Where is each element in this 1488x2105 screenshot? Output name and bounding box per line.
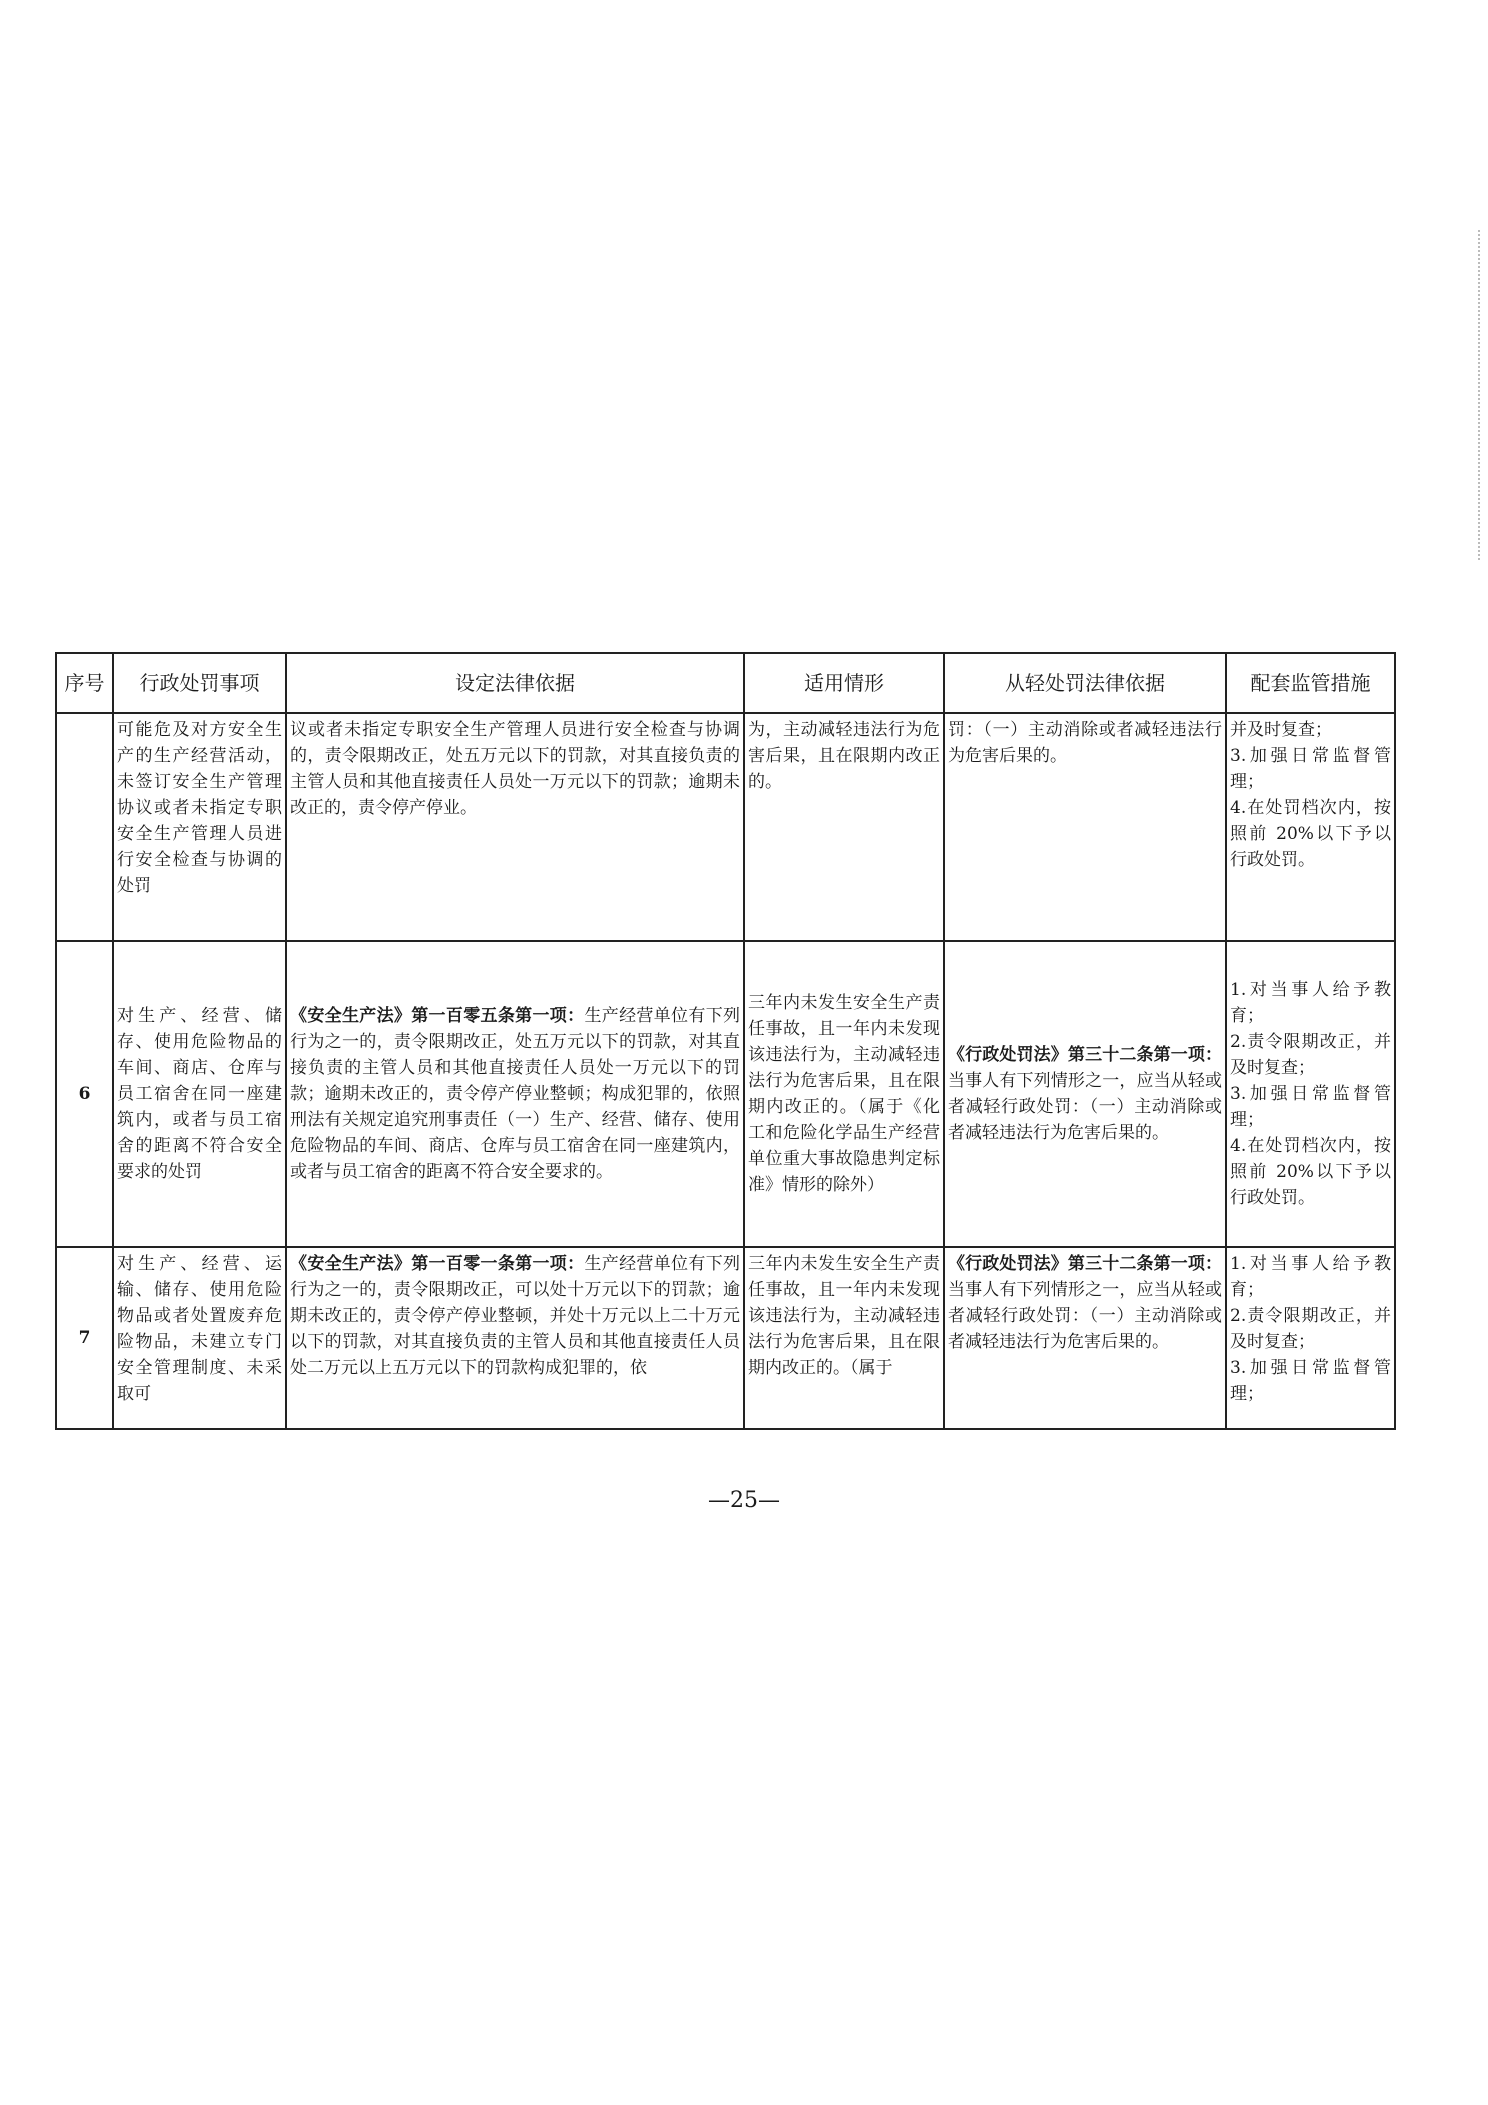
row-measures: 1.对当事人给予教育； 2.责令限期改正，并及时复查； 3.加强日常监督管理； bbox=[1226, 1247, 1395, 1429]
row-measures: 1.对当事人给予教育； 2.责令限期改正，并及时复查； 3.加强日常监督管理； 4.在处罚档次内，按照前 20%以下予以行政处罚。 bbox=[1226, 941, 1395, 1247]
table-row bbox=[56, 1247, 1395, 1429]
row-situation: 三年内未发生安全生产责任事故，且一年内未发现该违法行为，主动减轻违法行为危害后果，且在限期内改正的。（属于《化工和危险化学品生产经营单位重大事故隐患判定标准》情形的除外） bbox=[744, 941, 944, 1247]
row-situation: 为，主动减轻违法行为危害后果，且在限期内改正的。 bbox=[744, 713, 944, 941]
row-basis bbox=[286, 713, 744, 941]
basis-text: 生产经营单位有下列行为之一的，责令限期改正，处五万元以下的罚款，对其直接负责的主管人员和其他直接责任人员处一万元以下的罚款；逾期未改正的，责令停产停业整顿；构成犯罪的，依照刑法有关规定追究刑事责任（一）生产、经营、储存、使用危险物品的车间、商店、仓库与员工宿舍在同一座建筑内，或者与员工宿舍的距离不符合安全要求的。 bbox=[290, 1006, 741, 1182]
row-lenient bbox=[944, 1247, 1226, 1429]
lenient-text: 当事人有下列情形之一，应当从轻或者减轻行政处罚：（一）主动消除或者减轻违法行为危害后果的。 bbox=[948, 1071, 1222, 1143]
basis-text: 生产经营单位有下列行为之一的，责令限期改正，可以处十万元以下的罚款；逾期未改正的，责令停产停业整顿，并处十万元以上二十万元以下的罚款，对其直接负责的主管人员和其他直接责任人员处二万元以上五万元以下的罚款构成犯罪的，依 bbox=[290, 1254, 741, 1378]
page-number: —25— bbox=[708, 1488, 780, 1513]
table-row bbox=[56, 713, 1395, 941]
row-basis bbox=[286, 941, 744, 1247]
basis-law-ref: 《安全生产法》第一百零五条第一项： bbox=[290, 1006, 585, 1026]
lenient-text: 当事人有下列情形之一，应当从轻或者减轻行政处罚：（一）主动消除或者减轻违法行为危害后果的。 bbox=[948, 1280, 1222, 1352]
header-seq: 序号 bbox=[56, 653, 113, 713]
row-lenient bbox=[944, 941, 1226, 1247]
penalty-table bbox=[55, 652, 1396, 1430]
row-seq bbox=[56, 713, 113, 941]
header-lenient: 从轻处罚法律依据 bbox=[944, 653, 1226, 713]
row-seq: 7 bbox=[56, 1247, 113, 1429]
header-basis: 设定法律依据 bbox=[286, 653, 744, 713]
row-seq: 6 bbox=[56, 941, 113, 1247]
row-measures: 并及时复查； 3.加强日常监督管理； 4.在处罚档次内，按照前 20%以下予以行政处罚。 bbox=[1226, 713, 1395, 941]
lenient-law-ref: 《行政处罚法》第三十二条第一项： bbox=[948, 1254, 1222, 1274]
table-row bbox=[56, 941, 1395, 1247]
row-item: 对生产、经营、运输、储存、使用危险物品或者处置废弃危险物品，未建立专门安全管理制度、未采取可 bbox=[113, 1247, 286, 1429]
row-basis bbox=[286, 1247, 744, 1429]
header-item: 行政处罚事项 bbox=[113, 653, 286, 713]
basis-law-ref: 《安全生产法》第一百零一条第一项： bbox=[290, 1254, 585, 1274]
basis-text: 议或者未指定专职安全生产管理人员进行安全检查与协调的，责令限期改正，处五万元以下的罚款，对其直接负责的主管人员和其他直接责任人员处一万元以下的罚款；逾期未改正的，责令停产停业。 bbox=[290, 720, 740, 818]
header-measures: 配套监管措施 bbox=[1226, 653, 1395, 713]
row-situation: 三年内未发生安全生产责任事故，且一年内未发现该违法行为，主动减轻违法行为危害后果，且在限期内改正的。（属于 bbox=[744, 1247, 944, 1429]
row-item: 可能危及对方安全生产的生产经营活动，未签订安全生产管理协议或者未指定专职安全生产管理人员进行安全检查与协调的处罚 bbox=[113, 713, 286, 941]
row-lenient bbox=[944, 713, 1226, 941]
lenient-law-ref: 《行政处罚法》第三十二条第一项： bbox=[948, 1045, 1222, 1065]
table-header-row bbox=[56, 653, 1395, 713]
binding-margin-marks bbox=[1478, 230, 1482, 560]
lenient-text: 罚：（一）主动消除或者减轻违法行为危害后果的。 bbox=[948, 720, 1222, 766]
header-situation: 适用情形 bbox=[744, 653, 944, 713]
row-item: 对生产、经营、储存、使用危险物品的车间、商店、仓库与员工宿舍在同一座建筑内，或者与员工宿舍的距离不符合安全要求的处罚 bbox=[113, 941, 286, 1247]
